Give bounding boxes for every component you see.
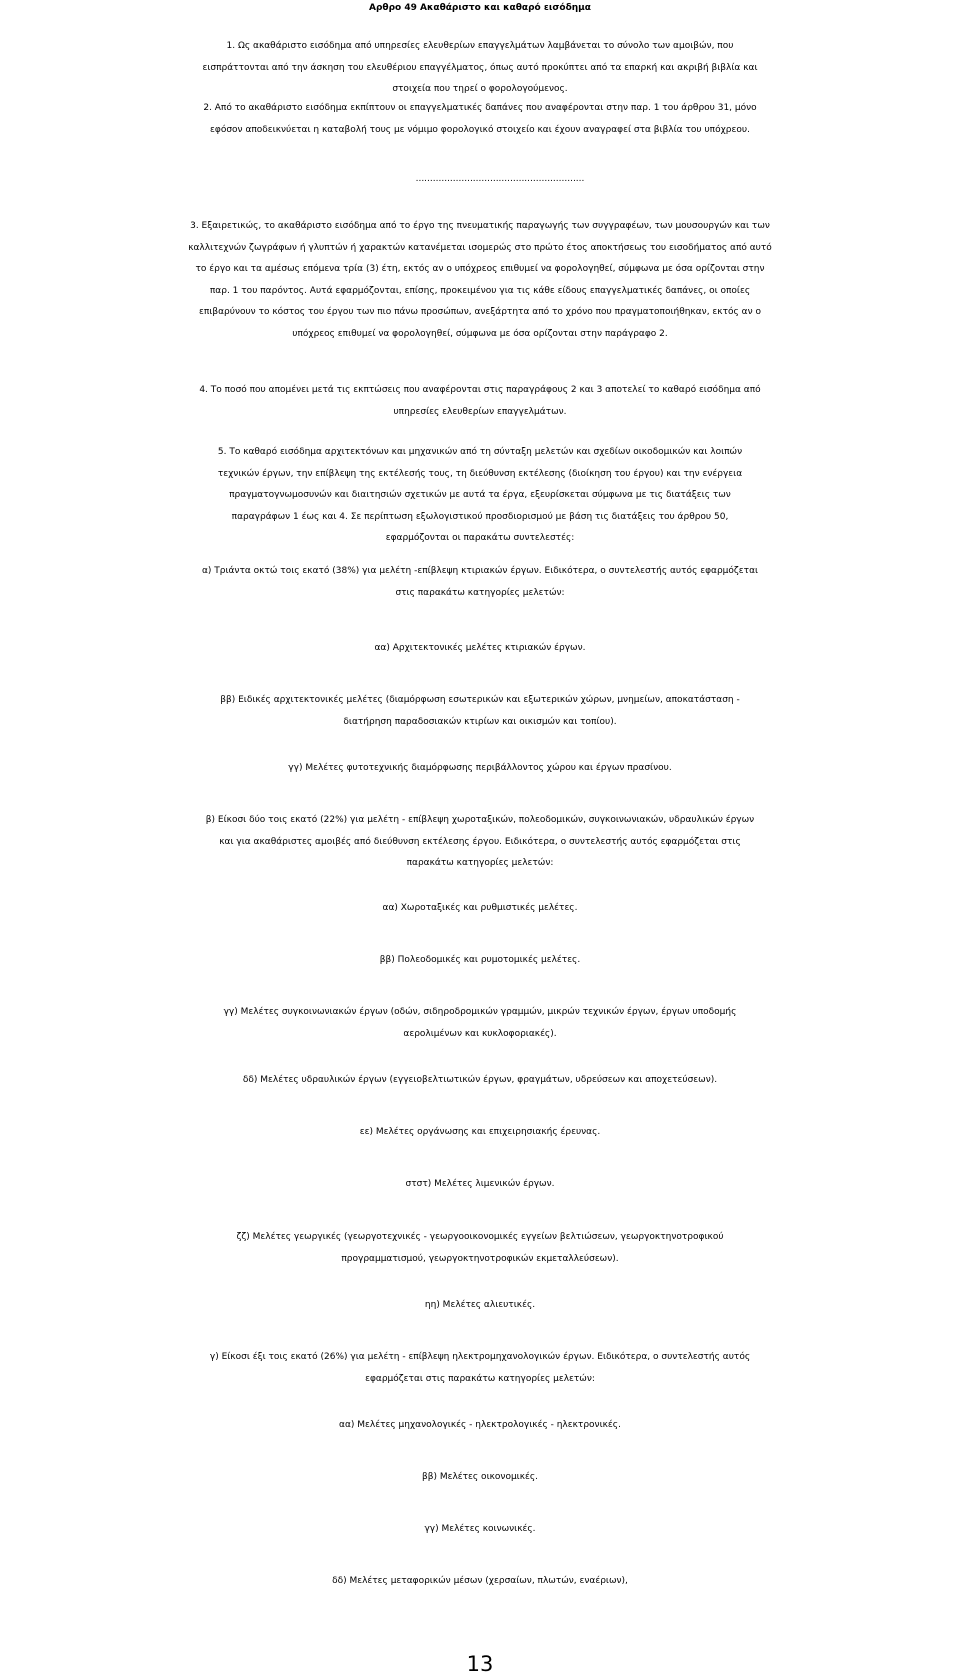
text-line: διατήρηση παραδοσιακών κτιρίων και οικισμών και τοπίου).: [343, 716, 617, 727]
text-line: αα) Μελέτες μηχανολογικές - ηλεκτρολογικές - ηλεκτρονικές.: [339, 1420, 621, 1430]
text-line: ...........................................................: [415, 174, 585, 184]
item-b-stst: [0, 1174, 960, 1196]
item-c-aa: [0, 1415, 960, 1437]
item-b-gg: [0, 1002, 960, 1045]
text-line: παρακάτω κατηγορίες μελετών:: [406, 858, 554, 868]
item-b: [0, 810, 960, 875]
text-line: α) Τριάντα οκτώ τοις εκατό (38%) για μελέτη -επίβλεψη κτιριακών έργων. Ειδικότερα, ο συντελεστής αυτός εφαρμόζεται: [201, 566, 759, 576]
text-line: δδ) Μελέτες υδραυλικών έργων (εγγειοβελτιωτικών έργων, φραγμάτων, υδρεύσεων και αποχετεύσεων).: [242, 1075, 718, 1085]
text-line: καλλιτεχνών ζωγράφων ή γλυπτών ή χαρακτών κατανέμεται ισομερώς στο πρώτο έτος αποκτήσεως του εισοδήματος από αυτό: [188, 242, 772, 253]
item-c: [0, 1347, 960, 1390]
text-line: 2. Από το ακαθάριστο εισόδημα εκπίπτουν οι επαγγελματικές δαπάνες που αναφέρονται στην παρ. 1 του άρθρου 31, μόνο: [203, 103, 757, 113]
paragraph-4: [0, 380, 960, 423]
text-line: προγραμματισμού, γεωργοκτηνοτροφικών εκμεταλλεύσεων).: [341, 1253, 619, 1264]
text-line: παραγράφων 1 έως και 4. Σε περίπτωση εξωλογιστικού προσδιορισμού με βάση τις διατάξεις του άρθρου 50,: [231, 511, 729, 522]
text-line: υπόχρεος επιθυμεί να φορολογηθεί, σύμφωνα με όσα ορίζονται στην παράγραφο 2.: [292, 328, 668, 339]
text-line: δδ) Μελέτες μεταφορικών μέσων (χερσαίων, πλωτών, εναέριων),: [332, 1576, 628, 1586]
article-title: Αρθρο 49 Ακαθάριστο και καθαρό εισόδημα: [369, 3, 591, 13]
page-number: 13: [466, 1652, 494, 1676]
item-b-bb: [0, 950, 960, 972]
item-a-gg: [0, 758, 960, 780]
text-line: 5. Το καθαρό εισόδημα αρχιτεκτόνων και μηχανικών από τη σύνταξη μελετών και σχεδίων οικοδομικών και λοιπών: [217, 447, 743, 457]
item-b-zz: [0, 1227, 960, 1270]
text-line: ζζ) Μελέτες γεωργικές (γεωργοτεχνικές - γεωργοοικονομικές εγγείων βελτιώσεων, γεωργοκτηνοτροφικού: [236, 1232, 724, 1242]
item-b-ee: [0, 1122, 960, 1144]
text-line: εε) Μελέτες οργάνωσης και επιχειρησιακής έρευνας.: [359, 1127, 601, 1137]
paragraph-3: [0, 216, 960, 345]
text-line: 3. Εξαιρετικώς, το ακαθάριστο εισόδημα από το έργο της πνευματικής παραγωγής των συγγραφέων, των μουσουργών και των: [190, 221, 770, 231]
text-line: εφαρμόζονται οι παρακάτω συντελεστές:: [385, 533, 575, 543]
text-line: στοιχεία που τηρεί ο φορολογούμενος.: [392, 84, 568, 94]
text-line: στστ) Μελέτες λιμενικών έργων.: [405, 1179, 555, 1189]
text-line: εισπράττονται από την άσκηση του ελευθέριου επαγγέλματος, όπως αυτό προκύπτει από τα επαρκή και ακριβή βιβλία και: [202, 62, 758, 73]
text-line: στις παρακάτω κατηγορίες μελετών:: [395, 587, 565, 598]
item-b-ee2: [0, 1295, 960, 1317]
text-line: γγ) Μελέτες φυτοτεχνικής διαμόρφωσης περιβάλλοντος χώρου και έργων πρασίνου.: [288, 763, 672, 773]
item-a-bb: [0, 690, 960, 733]
text-line: αερολιμένων και κυκλοφοριακές).: [403, 1028, 557, 1039]
paragraph-5: [0, 442, 960, 550]
text-line: γ) Είκοσι έξι τοις εκατό (26%) για μελέτη - επίβλεψη ηλεκτρομηχανολογικών έργων. Ειδικότερα, ο συντελεστής αυτός: [209, 1352, 751, 1362]
text-line: αα) Χωροταξικές και ρυθμιστικές μελέτες.: [382, 903, 578, 913]
item-a: [0, 561, 960, 604]
text-line: ββ) Ειδικές αρχιτεκτονικές μελέτες (διαμόρφωση εσωτερικών και εξωτερικών χώρων, μνημείων, αποκατάσταση -: [220, 695, 740, 705]
text-line: εφόσον αποδεικνύεται η καταβολή τους με νόμιμο φορολογικό στοιχείο και έχουν αναγραφεί στα βιβλία του υπόχρεου.: [210, 124, 750, 135]
item-b-dd: [0, 1070, 960, 1092]
omission-ellipsis: [20, 169, 960, 191]
text-line: ββ) Πολεοδομικές και ρυμοτομικές μελέτες.: [379, 955, 581, 965]
text-line: πραγματογνωμοσυνών και διαιτησιών σχετικών με αυτά τα έργα, εξευρίσκεται σύμφωνα με τις διατάξεις των: [229, 490, 731, 500]
text-line: επιβαρύνουν το κόστος του έργου των πιο πάνω προσώπων, ανεξάρτητα από το χρόνο που πραγματοποιήθηκαν, εκτός αν ο: [199, 307, 761, 317]
text-line: 1. Ως ακαθάριστο εισόδημα από υπηρεσίες ελευθερίων επαγγελμάτων λαμβάνεται το σύνολο των αμοιβών, που: [226, 41, 734, 51]
text-line: 4. Το ποσό που απομένει μετά τις εκπτώσεις που αναφέρονται στις παραγράφους 2 και 3 αποτελεί το καθαρό εισόδημα από: [199, 385, 761, 395]
item-b-aa: [0, 898, 960, 920]
item-c-bb: [0, 1467, 960, 1489]
text-line: το έργο και τα αμέσως επόμενα τρία (3) έτη, εκτός αν ο υπόχρεος επιθυμεί να φορολογηθεί, σύμφωνα με όσα ορίζονται στην: [195, 264, 765, 274]
text-line: υπηρεσίες ελευθερίων επαγγελμάτων.: [393, 406, 567, 417]
text-line: και για ακαθάριστες αμοιβές από διεύθυνση εκτέλεσης έργου. Ειδικότερα, ο συντελεστής αυτός εφαρμόζεται στις: [219, 836, 741, 847]
item-c-dd: [0, 1571, 960, 1593]
text-line: β) Είκοσι δύο τοις εκατό (22%) για μελέτη - επίβλεψη χωροταξικών, πολεοδομικών, συγκοινωνιακών, υδραυλικών έργων: [205, 815, 755, 825]
text-line: ηη) Μελέτες αλιευτικές.: [424, 1300, 536, 1310]
text-line: γγ) Μελέτες κοινωνικές.: [424, 1524, 536, 1534]
paragraph-1: [0, 36, 960, 101]
text-line: ββ) Μελέτες οικονομικές.: [421, 1472, 539, 1482]
text-line: τεχνικών έργων, την επίβλεψη της εκτέλεσής τους, τη διεύθυνση εκτέλεσης (διοίκηση του έργου) και την ενέργεια: [217, 468, 743, 479]
item-a-aa: [0, 638, 960, 660]
paragraph-2: [0, 98, 960, 141]
item-c-gg: [0, 1519, 960, 1541]
text-line: αα) Αρχιτεκτονικές μελέτες κτιριακών έργων.: [374, 643, 586, 653]
text-line: εφαρμόζεται στις παρακάτω κατηγορίες μελετών:: [365, 1373, 595, 1384]
text-line: παρ. 1 του παρόντος. Αυτά εφαρμόζονται, επίσης, προκειμένου για τις κάθε είδους επαγγελματικές δαπάνες, οι οποίες: [209, 285, 751, 296]
text-line: γγ) Μελέτες συγκοινωνιακών έργων (οδών, σιδηροδρομικών γραμμών, μικρών τεχνικών έργων, έργων υποδομής: [223, 1007, 737, 1017]
